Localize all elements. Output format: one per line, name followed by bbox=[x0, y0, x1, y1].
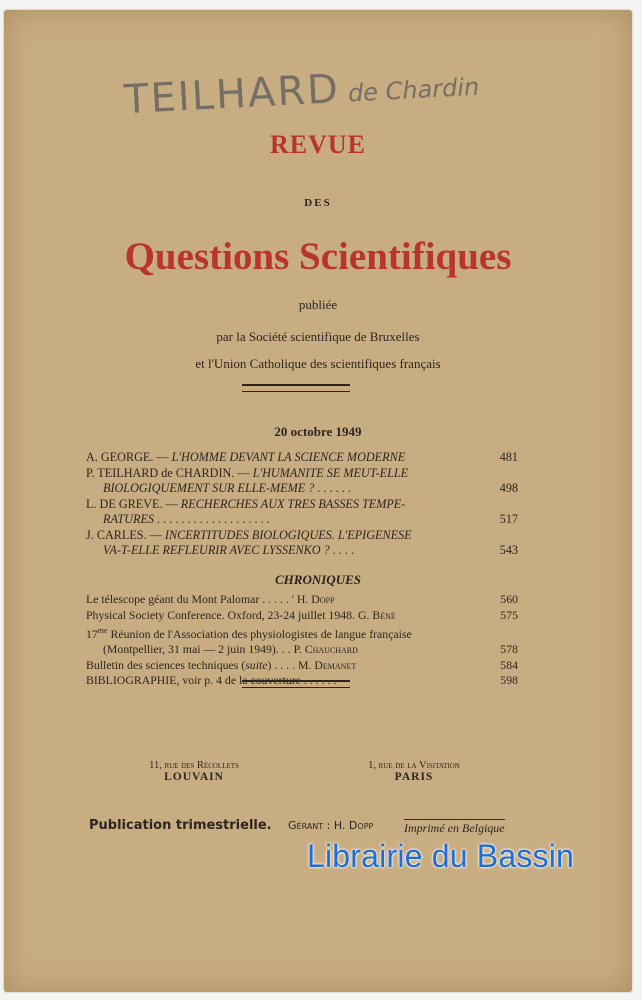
chronique-entry bbox=[86, 592, 518, 608]
address-street: 1, rue de la Visitation bbox=[368, 760, 460, 771]
publisher-line-2: par la Société scientifique de Bruxelles bbox=[216, 329, 420, 344]
article-entry bbox=[86, 497, 518, 513]
handwritten-name: TEILHARD bbox=[123, 66, 341, 124]
address-street: 11, rue des Récollets bbox=[149, 760, 239, 771]
chronique-page: 584 bbox=[500, 657, 518, 672]
chronique-author: P. Chauchard bbox=[293, 642, 358, 657]
article-author: A. GEORGE. — bbox=[86, 450, 172, 464]
article-entry bbox=[86, 450, 518, 466]
chronique-text: Physical Society Conference. Oxford, 23-24 juillet 1948. bbox=[86, 607, 358, 622]
chronique-ordinal: me bbox=[97, 626, 108, 635]
publisher-line-3: et l'Union Catholique des scientifiques français bbox=[195, 356, 441, 371]
chronique-text: ) . . . . bbox=[267, 657, 298, 672]
address-city: PARIS bbox=[394, 771, 434, 783]
chronique-entry bbox=[86, 658, 518, 674]
chronique-text: Réunion de l'Association des physiologistes de langue française bbox=[107, 626, 412, 641]
article-page: 517 bbox=[499, 512, 518, 526]
chronique-text-italic: suite bbox=[245, 657, 268, 672]
article-title: L'HOMME DEVANT LA SCIENCE MODERNE bbox=[171, 450, 406, 464]
chronique-text: (Montpellier, 31 mai — 2 juin 1949). . . bbox=[103, 642, 294, 657]
article-page: 543 bbox=[499, 543, 518, 557]
article-title: BIOLOGIQUEMENT SUR ELLE-MEME ? bbox=[103, 481, 315, 495]
chronique-page: 578 bbox=[500, 642, 518, 657]
address-paris bbox=[324, 760, 504, 783]
article-entry-continued bbox=[86, 512, 518, 528]
article-title: L'HUMANITE SE MEUT-ELLE bbox=[252, 465, 409, 480]
gerant-line: Gérant : H. Dopp bbox=[288, 819, 374, 832]
article-author: J. CARLES. — bbox=[86, 527, 165, 542]
chronique-number: 17 bbox=[86, 626, 98, 641]
leader-dots: . . . . . . . . . . . . . . . . . . . bbox=[154, 512, 270, 526]
chronique-author: G. Béné bbox=[357, 607, 396, 622]
article-title: RATURES bbox=[103, 512, 154, 526]
chronique-page: 598 bbox=[500, 673, 518, 688]
divider-rule bbox=[242, 384, 350, 392]
table-of-contents bbox=[86, 450, 518, 559]
article-entry bbox=[86, 466, 518, 482]
address-city: LOUVAIN bbox=[164, 771, 224, 783]
article-entry bbox=[86, 528, 518, 544]
chronique-author: M. Demanet bbox=[297, 657, 357, 672]
article-entry-continued bbox=[86, 543, 518, 559]
title-des: DES bbox=[304, 197, 332, 209]
chronique-entry bbox=[86, 623, 518, 642]
article-title: VA-T-ELLE REFLEURIR AVEC LYSSENKO ? bbox=[103, 543, 330, 557]
handwritten-name-extra: de Chardin bbox=[347, 72, 480, 108]
title-questions-scientifiques: Questions Scientifiques bbox=[124, 235, 512, 278]
chronique-entry-continued bbox=[86, 642, 518, 658]
chroniques-list bbox=[86, 592, 518, 689]
article-author: L. DE GREVE. — bbox=[86, 496, 181, 511]
article-title: INCERTITUDES BIOLOGIQUES. L'EPIGENESE bbox=[164, 527, 412, 542]
chronique-text: Bulletin des sciences techniques ( bbox=[86, 657, 246, 672]
divider-rule bbox=[242, 680, 350, 688]
article-page: 481 bbox=[499, 450, 518, 464]
chronique-page bbox=[482, 623, 518, 642]
leader-dots: . . . . bbox=[329, 543, 355, 557]
chronique-text: Le télescope géant du Mont Palomar . . . . . ' bbox=[86, 592, 297, 606]
handwritten-annotation bbox=[123, 59, 480, 124]
article-author: P. TEILHARD de CHARDIN. — bbox=[86, 465, 253, 480]
publication-frequency: Publication trimestrielle. bbox=[89, 818, 272, 833]
bookseller-watermark: Librairie du Bassin bbox=[307, 838, 575, 874]
chronique-text: BIBLIOGRAPHIE, voir p. 4 de la couverture . . . . . . bbox=[86, 673, 337, 688]
chroniques-heading: CHRONIQUES bbox=[275, 572, 361, 587]
address-louvain bbox=[104, 760, 284, 783]
leader-dots: . . . . . . bbox=[314, 481, 351, 495]
article-entry-continued bbox=[86, 481, 518, 497]
article-title: RECHERCHES AUX TRES BASSES TEMPE- bbox=[180, 496, 406, 511]
journal-cover bbox=[4, 10, 632, 992]
chronique-author: H. Dopp bbox=[296, 592, 335, 606]
article-page: 498 bbox=[499, 481, 518, 495]
issue-date: 20 octobre 1949 bbox=[274, 424, 362, 439]
publisher-line-1: publiée bbox=[298, 297, 338, 312]
chronique-page: 560 bbox=[500, 592, 518, 606]
title-revue: REVUE bbox=[269, 130, 366, 159]
printed-in-belgium: Imprimé en Belgique bbox=[404, 821, 505, 835]
chronique-entry bbox=[86, 608, 518, 624]
chronique-page: 575 bbox=[500, 607, 518, 622]
